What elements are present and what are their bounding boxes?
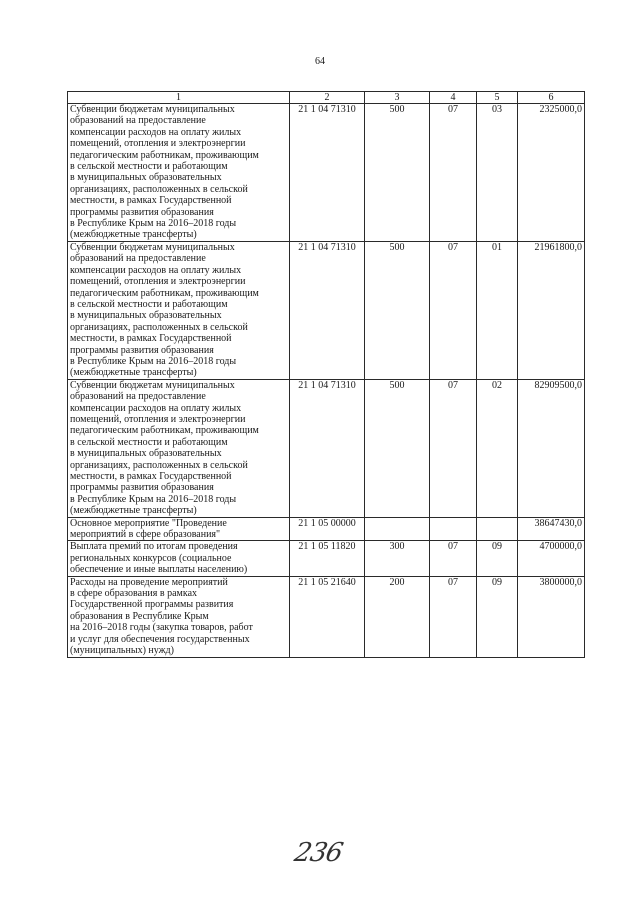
description-line: (межбюджетные трансферты) <box>70 367 197 379</box>
description-line: обеспечение и иные выплаты населению) <box>70 564 248 576</box>
description-line: программы развития образования <box>70 344 214 356</box>
code-cell: 21 1 04 71310 <box>290 379 365 517</box>
code-cell: 21 1 05 11820 <box>290 541 365 576</box>
description-line: в сельской местности и работающим <box>70 161 228 173</box>
header-col-3: 3 <box>365 92 430 104</box>
description-line: Государственной программы развития <box>70 599 234 611</box>
description-line: (муниципальных) нужд) <box>70 645 174 657</box>
table-row <box>68 241 585 379</box>
description-cell <box>68 379 290 517</box>
table-row <box>68 104 585 242</box>
header-col-1: 1 <box>68 92 290 104</box>
handwritten-page-number: 236 <box>291 838 345 868</box>
subsection-cell <box>430 517 477 541</box>
type-cell: 03 <box>477 104 518 242</box>
subsection-cell: 07 <box>430 576 477 657</box>
section-cell: 300 <box>365 541 430 576</box>
description-line: компенсации расходов на оплату жилых <box>70 126 242 138</box>
description-line: местности, в рамках Государственной <box>70 333 232 345</box>
table-row <box>68 576 585 657</box>
header-col-5: 5 <box>477 92 518 104</box>
type-cell: 09 <box>477 541 518 576</box>
type-cell: 02 <box>477 379 518 517</box>
section-cell: 500 <box>365 379 430 517</box>
description-line: Расходы на проведение мероприятий <box>70 576 228 588</box>
type-cell: 09 <box>477 576 518 657</box>
amount-cell: 2325000,0 <box>518 104 585 242</box>
description-line: педагогическим работникам, проживающим <box>70 149 259 161</box>
amount-cell: 3800000,0 <box>518 576 585 657</box>
code-cell: 21 1 04 71310 <box>290 104 365 242</box>
description-line: региональных конкурсов (социальное <box>70 552 232 564</box>
description-line: местности, в рамках Государственной <box>70 195 232 207</box>
description-line: помещений, отопления и электроэнергии <box>70 413 246 425</box>
description-line: местности, в рамках Государственной <box>70 471 232 482</box>
description-line: мероприятий в сфере образования" <box>70 529 221 541</box>
subsection-cell: 07 <box>430 104 477 242</box>
description-line: Основное мероприятие "Проведение <box>70 517 227 529</box>
description-line: помещений, отопления и электроэнергии <box>70 138 246 150</box>
table-row <box>68 517 585 541</box>
description-line: образований на предоставление <box>70 115 206 127</box>
subsection-cell: 07 <box>430 541 477 576</box>
description-line: в муниципальных образовательных <box>70 172 222 184</box>
description-line: в сельской местности и работающим <box>70 298 228 310</box>
amount-cell: 4700000,0 <box>518 541 585 576</box>
description-line: программы развития образования <box>70 206 214 218</box>
description-line: в муниципальных образовательных <box>70 448 222 460</box>
description-line: в Республике Крым на 2016–2018 годы <box>70 355 237 367</box>
section-cell: 500 <box>365 104 430 242</box>
table-row <box>68 379 585 517</box>
description-cell <box>68 541 290 576</box>
description-line: образований на предоставление <box>70 253 206 265</box>
description-line: программы развития образования <box>70 482 214 494</box>
description-line: (межбюджетные трансферты) <box>70 229 197 241</box>
description-line: в Республике Крым на 2016–2018 годы <box>70 493 237 505</box>
section-cell <box>365 517 430 541</box>
subsection-cell: 07 <box>430 379 477 517</box>
description-line: в муниципальных образовательных <box>70 310 222 322</box>
page-number: 64 <box>315 56 325 67</box>
code-cell: 21 1 05 00000 <box>290 517 365 541</box>
table-row <box>68 541 585 576</box>
amount-cell: 38647430,0 <box>518 517 585 541</box>
header-col-2: 2 <box>290 92 365 104</box>
description-line: компенсации расходов на оплату жилых <box>70 264 242 276</box>
type-cell: 01 <box>477 241 518 379</box>
description-line: Субвенции бюджетам муниципальных <box>70 241 235 253</box>
description-line: Выплата премий по итогам проведения <box>70 541 238 553</box>
code-cell: 21 1 05 21640 <box>290 576 365 657</box>
description-line: в сфере образования в рамках <box>70 588 198 600</box>
description-cell <box>68 517 290 541</box>
section-cell: 500 <box>365 241 430 379</box>
description-line: в сельской местности и работающим <box>70 436 228 448</box>
header-col-6: 6 <box>518 92 585 104</box>
code-cell: 21 1 04 71310 <box>290 241 365 379</box>
description-line: в Республике Крым на 2016–2018 годы <box>70 218 237 230</box>
amount-cell: 21961800,0 <box>518 241 585 379</box>
description-cell <box>68 241 290 379</box>
description-line: Субвенции бюджетам муниципальных <box>70 104 235 115</box>
header-col-4: 4 <box>430 92 477 104</box>
description-line: и услуг для обеспечения государственных <box>70 633 250 645</box>
description-line: организациях, расположенных в сельской <box>70 459 248 471</box>
section-cell: 200 <box>365 576 430 657</box>
description-line: помещений, отопления и электроэнергии <box>70 276 246 288</box>
description-line: организациях, расположенных в сельской <box>70 183 248 195</box>
description-line: образований на предоставление <box>70 391 206 403</box>
table-body <box>68 104 585 658</box>
description-line: образования в Республике Крым <box>70 610 209 622</box>
description-line: (межбюджетные трансферты) <box>70 505 197 517</box>
budget-table <box>67 91 585 658</box>
description-cell <box>68 104 290 242</box>
subsection-cell: 07 <box>430 241 477 379</box>
type-cell <box>477 517 518 541</box>
header-row <box>68 92 585 104</box>
description-line: педагогическим работникам, проживающим <box>70 425 259 437</box>
description-line: Субвенции бюджетам муниципальных <box>70 379 235 391</box>
description-line: компенсации расходов на оплату жилых <box>70 402 242 414</box>
description-line: педагогическим работникам, проживающим <box>70 287 259 299</box>
amount-cell: 82909500,0 <box>518 379 585 517</box>
description-line: на 2016–2018 годы (закупка товаров, работ <box>70 622 253 634</box>
description-line: организациях, расположенных в сельской <box>70 321 248 333</box>
description-cell <box>68 576 290 657</box>
